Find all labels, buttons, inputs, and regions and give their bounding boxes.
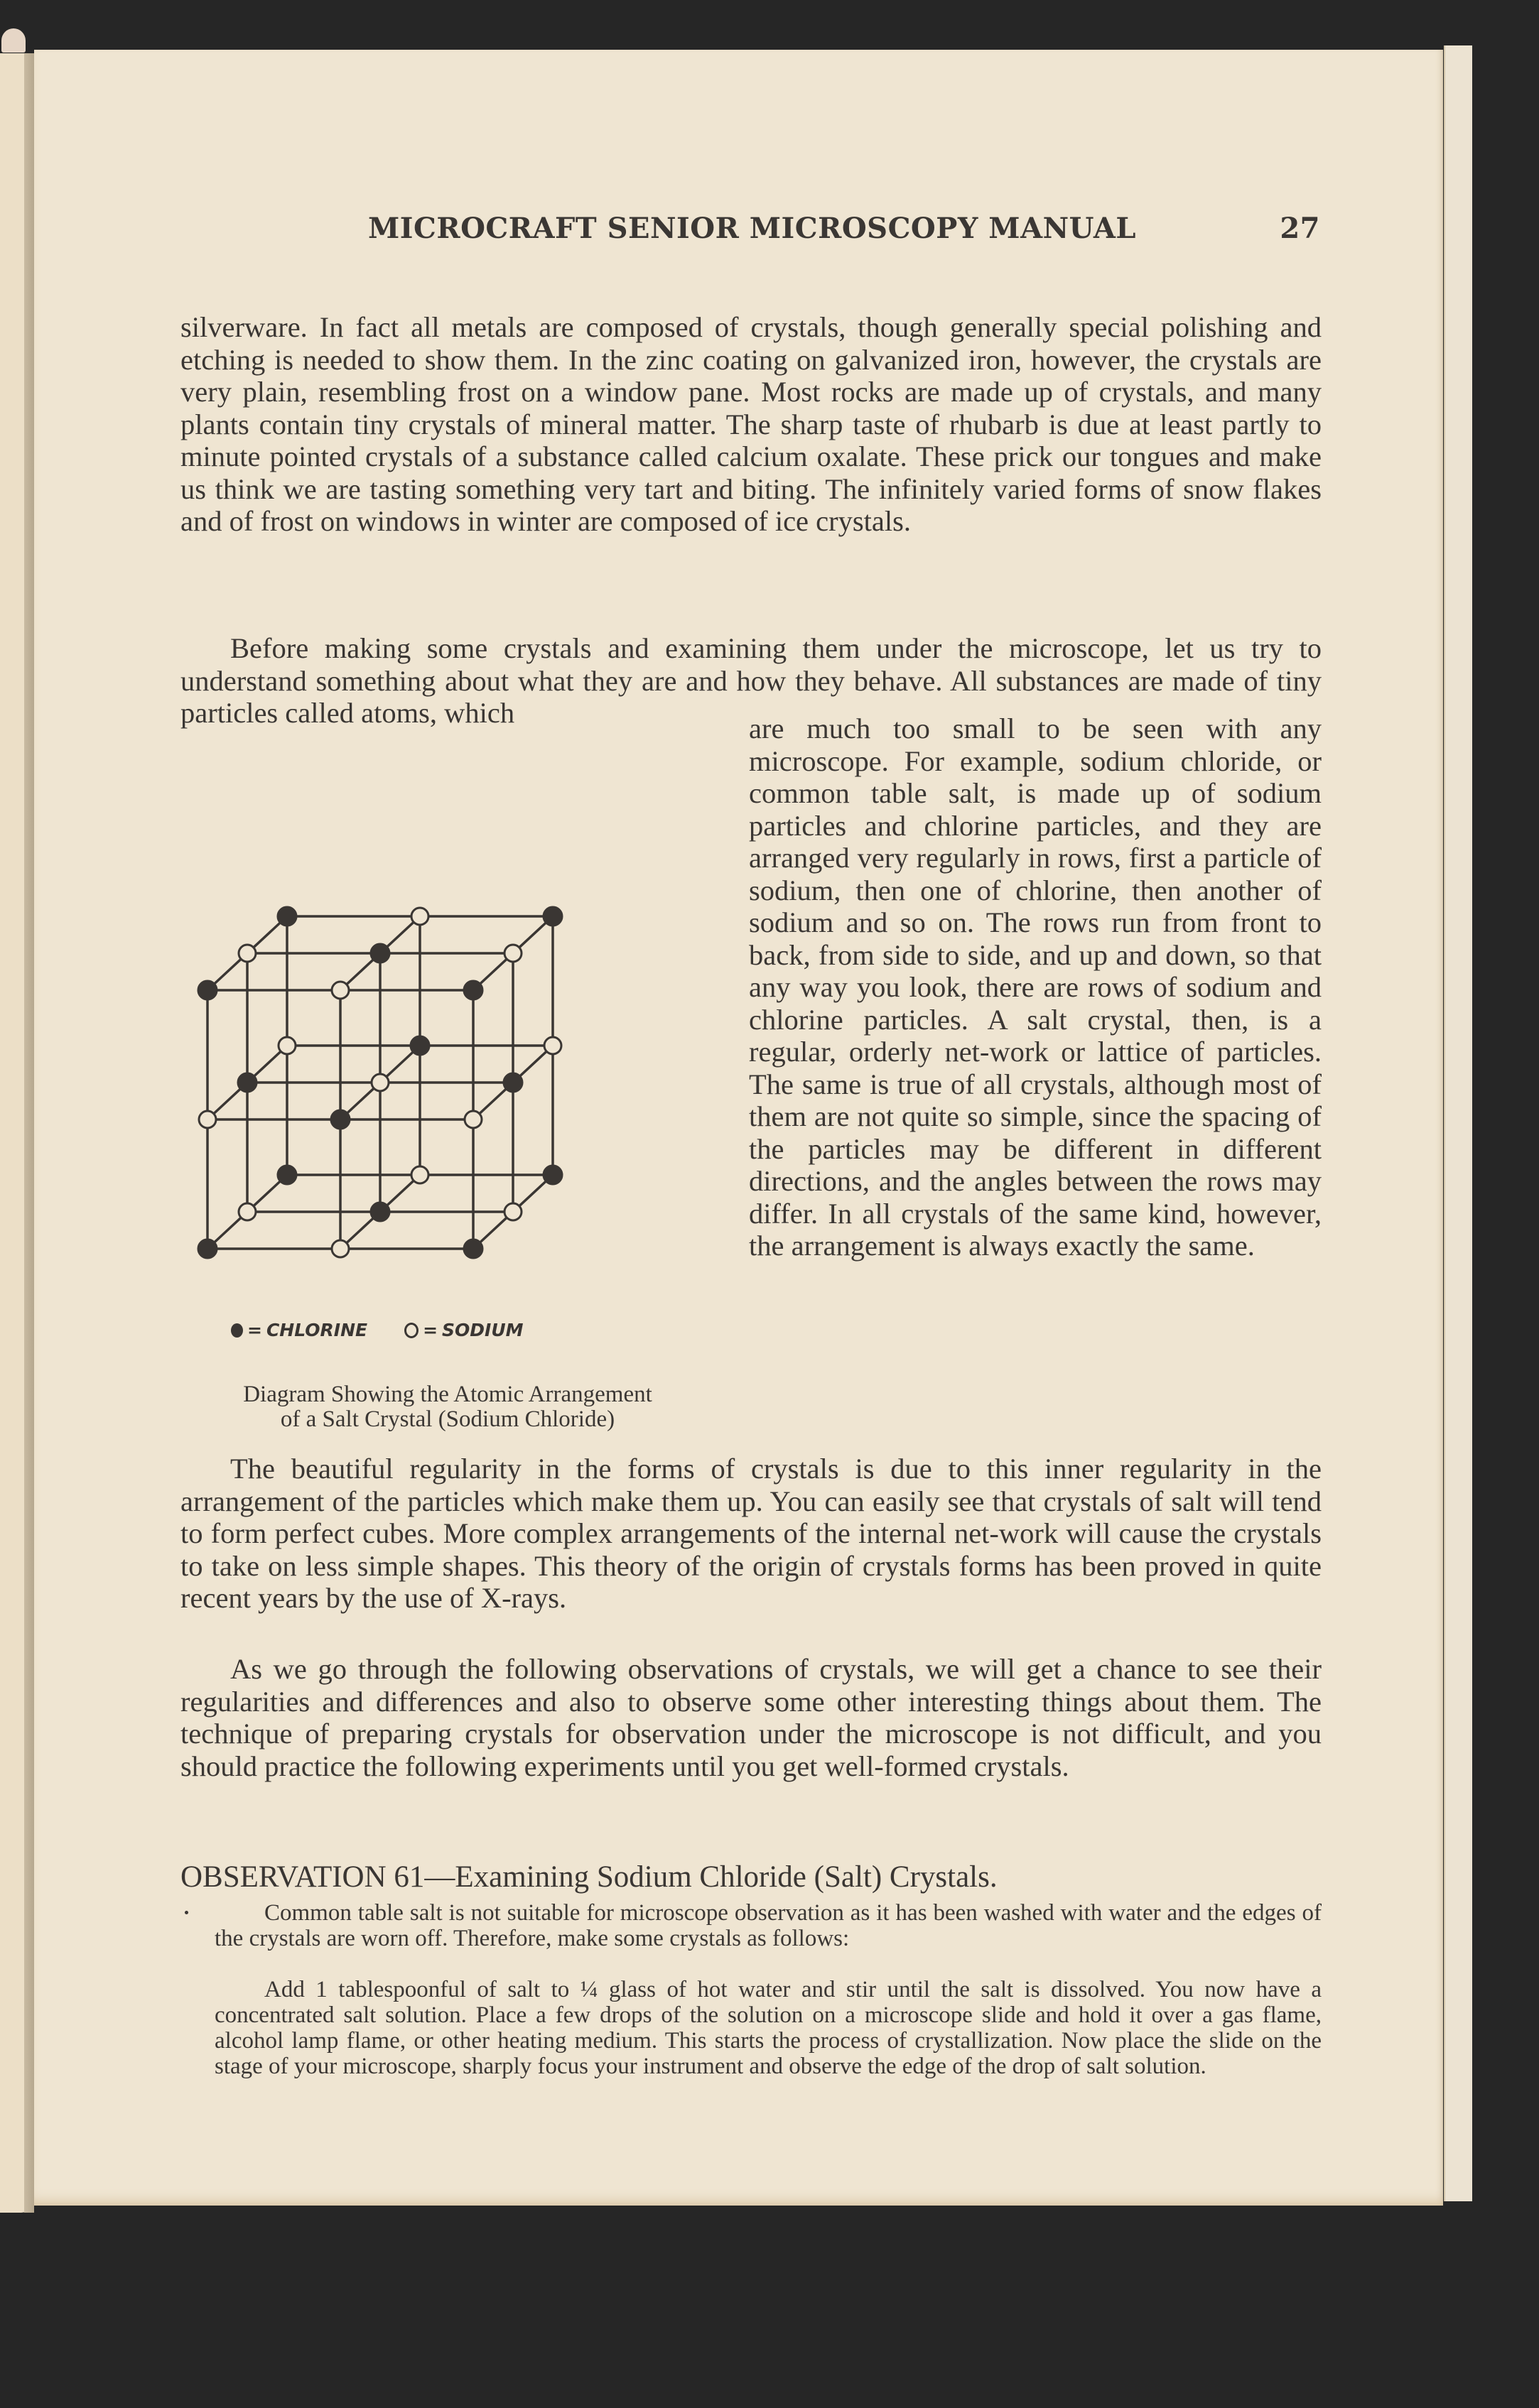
chlorine-particle-icon [371, 944, 389, 962]
sodium-particle-icon [411, 908, 428, 925]
running-header-title: MICROCRAFT SENIOR MICROSCOPY MANUAL [368, 212, 1136, 245]
page-number: 27 [1280, 212, 1320, 245]
chlorine-particle-icon [198, 981, 217, 999]
sodium-particle-icon [279, 1037, 296, 1054]
chlorine-particle-icon [411, 1036, 429, 1055]
previous-page-edge [0, 53, 34, 2213]
chlorine-particle-icon [238, 1073, 256, 1092]
observation-instructions-2: Add 1 tablespoonful of salt to ¼ glass of hot water and stir until the salt is dissolved. You now have a concentrated salt solution. Place a few drops of the solution on a microscope slide and hold it over a gas flame, alcohol lamp flame, or other heating medium. This starts the process of crystallization. Now place the slide on the stage of your microscope, sharply focus your instrument and observe the edge of the drop of salt solution. [215, 1977, 1322, 2079]
body-paragraph-2-wrapped: are much too small to be seen with any microscope. For example, sodium chloride, or common table salt, is made up of sodium particles and chlorine particles, and they are arranged very regularly in rows, first a particle of sodium, then one of chlorine, then another of sodium and so on. The rows run from front to back, from side to side, and up and down, so that any way you look, there are rows of sodium and chlorine particles. A salt crystal, then, is a regular, orderly net-work or lattice of particles. The same is true of all crystals, although most of them are not quite so simple, since the spacing of the particles may be different in different directions, and the angles between the rows may differ. In all crystals of the same kind, however, the arrangement is always exactly the same. [749, 712, 1322, 1262]
running-header [368, 212, 1320, 245]
figure-caption [171, 1382, 725, 1432]
print-speck [185, 1911, 188, 1914]
chlorine-particle-icon [544, 1166, 562, 1184]
chlorine-particle-icon [331, 1110, 350, 1129]
body-paragraph-1: silverware. In fact all metals are composed of crystals, though generally special polishing and etching is needed to show them. In the zinc coating on galvanized iron, however, the crystals are very plain, resembling frost on a window pane. Most rocks are made up of crystals, and many plants contain tiny crystals of mineral matter. The sharp taste of rhubarb is due at least partly to minute pointed crystals of a substance called calcium oxalate. These prick our tongues and make us think we are tasting something very tart and biting. The infinitely varied forms of snow flakes and of frost on windows in winter are composed of ice crystals. [180, 311, 1322, 537]
chlorine-particle-icon [464, 1240, 482, 1258]
legend-sodium-label: SODIUM [442, 1320, 524, 1340]
chlorine-particle-icon [504, 1073, 522, 1092]
sodium-particle-icon [239, 1203, 256, 1220]
legend-equals: = [423, 1320, 438, 1340]
body-paragraph-4: As we go through the following observations of crystals, we will get a chance to see their regularities and differences and also to observe some other interesting things about them. The technique of preparing crystals for observation under the microscope is not difficult, and you should practice the following experiments until you get well-formed crystals. [180, 1653, 1322, 1782]
sodium-particle-icon [504, 1203, 522, 1220]
chlorine-particle-icon [544, 907, 562, 926]
sodium-particle-icon [544, 1037, 561, 1054]
legend-equals: = [247, 1320, 262, 1340]
salt-crystal-lattice-diagram [192, 746, 718, 1286]
sodium-particle-icon [372, 1074, 389, 1091]
observation-heading: OBSERVATION 61—Examining Sodium Chloride (Salt) Crystals. [180, 1860, 998, 1894]
sodium-particle-icon [504, 945, 522, 962]
figure-caption-line-1: Diagram Showing the Atomic Arrangement [243, 1382, 652, 1407]
sodium-particle-icon [465, 1111, 482, 1128]
diagram-legend [231, 1320, 524, 1340]
body-paragraph-3: The beautiful regularity in the forms of crystals is due to this inner regularity in the arrangement of the particles which make them up. You can easily see that crystals of salt will tend to form perfect cubes. More complex arrangements of the internal net-work will cause the crystals to take on less simple shapes. This theory of the origin of crystals forms has been proved in quite recent years by the use of X-rays. [180, 1453, 1322, 1614]
lattice-cube-graphic [192, 746, 718, 1286]
chlorine-particle-icon [278, 907, 296, 926]
legend-chlorine-label: CHLORINE [266, 1320, 368, 1340]
chlorine-particle-icon [278, 1166, 296, 1184]
torn-page-corner [1, 28, 26, 53]
body-paragraph-2-full-width: Before making some crystals and examining them under the microscope, let us try to understand something about what they are and how they behave. All substances are made of tiny particles called atoms, which [180, 632, 1322, 729]
chlorine-filled-circle-icon [231, 1323, 243, 1338]
sodium-particle-icon [332, 1240, 349, 1257]
page-gutter-shadow [24, 53, 34, 2213]
sodium-particle-icon [239, 945, 256, 962]
figure-caption-line-2: of a Salt Crystal (Sodium Chloride) [280, 1406, 615, 1432]
chlorine-particle-icon [464, 981, 482, 999]
observation-instructions-1: Common table salt is not suitable for microscope observation as it has been washed with water and the edges of the crystals are worn off. Therefore, make some crystals as follows: [215, 1900, 1322, 1951]
chlorine-particle-icon [198, 1240, 217, 1258]
chlorine-particle-icon [371, 1203, 389, 1221]
sodium-hollow-circle-icon [404, 1323, 418, 1338]
underlying-page-edge [1444, 45, 1472, 2201]
sodium-particle-icon [199, 1111, 216, 1128]
sodium-particle-icon [332, 982, 349, 999]
sodium-particle-icon [411, 1166, 428, 1183]
